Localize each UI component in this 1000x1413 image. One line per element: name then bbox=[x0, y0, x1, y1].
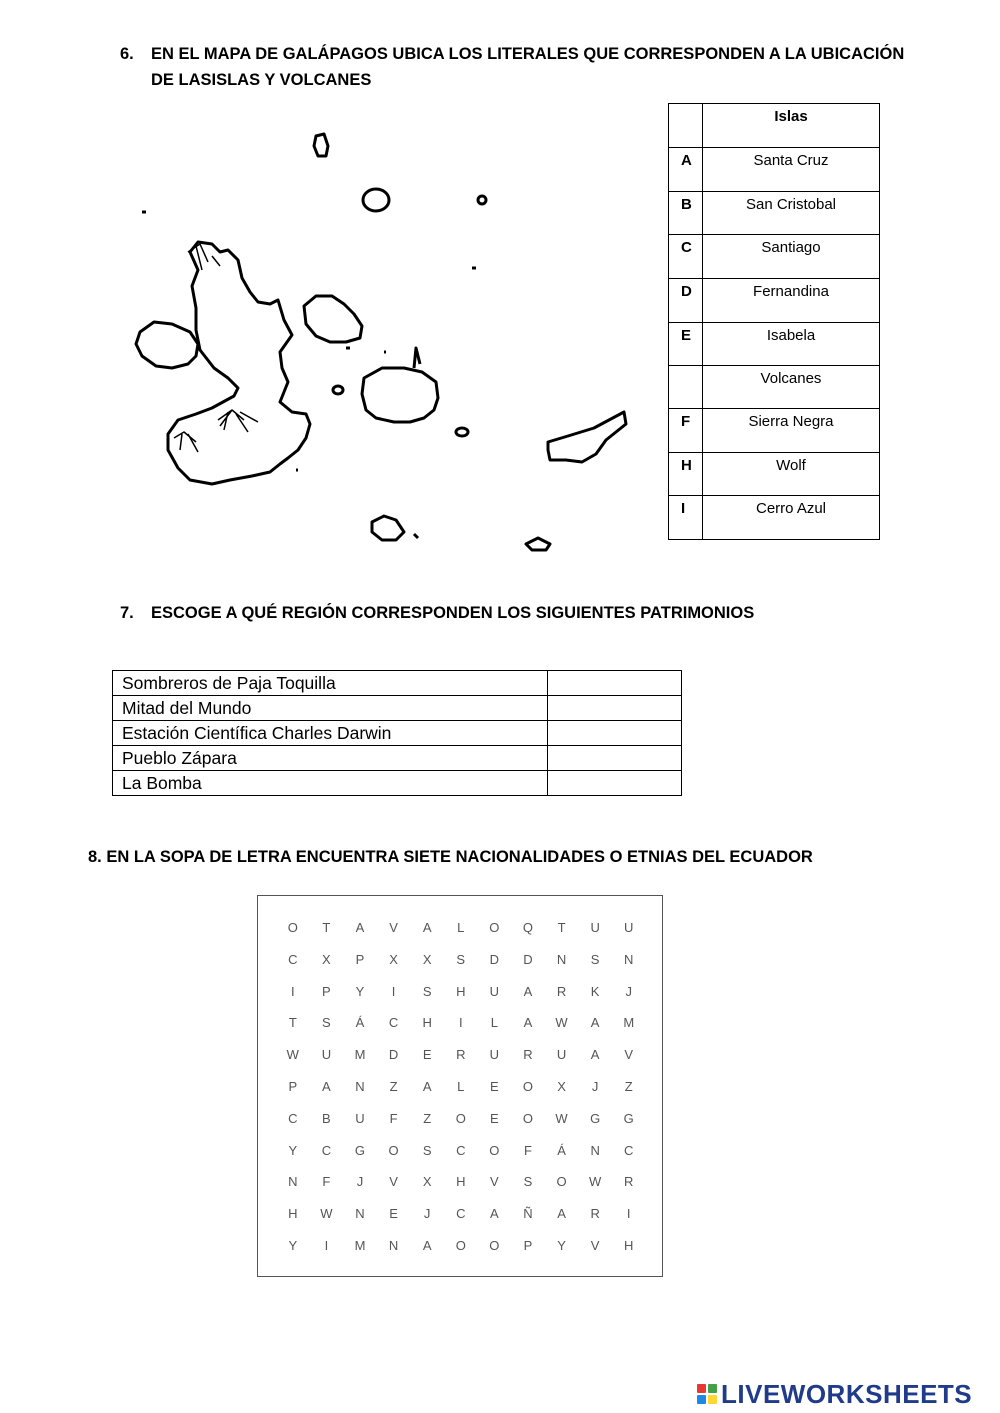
islas-row bbox=[669, 453, 880, 496]
word-search-letter[interactable]: L bbox=[490, 1015, 498, 1031]
island-name: Santiago bbox=[703, 235, 880, 279]
santa-cruz-island-shape bbox=[362, 368, 438, 422]
word-search-letter[interactable]: I bbox=[458, 1015, 463, 1031]
word-search-letter[interactable]: V bbox=[490, 1174, 499, 1190]
word-search-letter[interactable]: U bbox=[489, 1047, 500, 1063]
word-search-letter[interactable]: T bbox=[288, 1015, 297, 1031]
word-search-letter[interactable]: V bbox=[624, 1047, 634, 1063]
marchena-island-shape bbox=[478, 196, 486, 204]
san-cristobal-island-shape bbox=[548, 412, 626, 462]
region-answer-field[interactable] bbox=[548, 671, 682, 696]
island-name: Sierra Negra bbox=[703, 409, 880, 453]
word-search-letter[interactable]: U bbox=[321, 1047, 332, 1063]
word-search-letter[interactable]: F bbox=[322, 1174, 331, 1190]
logo-square bbox=[697, 1395, 706, 1404]
question-7-number: 7. bbox=[120, 604, 134, 622]
word-search-letter[interactable]: A bbox=[557, 1206, 566, 1222]
word-search-row bbox=[276, 1103, 646, 1135]
island-name: San Cristobal bbox=[703, 192, 880, 235]
liveworksheets-logo bbox=[697, 1378, 972, 1410]
word-search-letter[interactable]: X bbox=[422, 951, 432, 967]
word-search-letter[interactable]: J bbox=[591, 1078, 599, 1094]
word-search-row bbox=[276, 912, 646, 944]
question-7-text: ESCOGE A QUÉ REGIÓN CORRESPONDEN LOS SIGUIENTES PATRIMONIOS bbox=[151, 604, 755, 622]
word-search-letter[interactable]: S bbox=[523, 1174, 533, 1190]
question-6-number: 6. bbox=[120, 45, 134, 63]
island-name: Fernandina bbox=[703, 279, 880, 323]
rabida-island-shape bbox=[333, 386, 343, 394]
question-6-line1: EN EL MAPA DE GALÁPAGOS UBICA LOS LITERALES QUE CORRESPONDEN A LA UBICACIÓN bbox=[151, 45, 905, 63]
word-search-letter[interactable]: A bbox=[422, 1237, 432, 1253]
word-search-letter[interactable]: S bbox=[422, 983, 432, 999]
question-7-title bbox=[120, 600, 920, 626]
word-search-letter[interactable]: Y bbox=[557, 1237, 566, 1253]
word-search-letter[interactable]: A bbox=[490, 1206, 499, 1222]
word-search-letter[interactable]: G bbox=[354, 1142, 366, 1158]
island-name: Volcanes bbox=[703, 366, 880, 409]
word-search-letter[interactable]: D bbox=[388, 1047, 399, 1063]
islas-row bbox=[669, 192, 880, 235]
word-search-letter[interactable]: O bbox=[522, 1078, 534, 1094]
word-search-letter[interactable]: X bbox=[389, 951, 398, 967]
island-name: Santa Cruz bbox=[703, 148, 880, 192]
word-search-letter[interactable]: G bbox=[623, 1110, 634, 1126]
word-search-letter[interactable]: L bbox=[457, 1078, 465, 1094]
word-search-letter[interactable]: D bbox=[489, 951, 500, 967]
patrimonio-item: Pueblo Zápara bbox=[113, 746, 548, 771]
word-search-letter[interactable]: I bbox=[626, 1206, 631, 1222]
region-answer-field[interactable] bbox=[548, 696, 682, 721]
question-6-title bbox=[120, 41, 920, 93]
logo-mark-icon bbox=[697, 1384, 717, 1404]
word-search-letter[interactable]: I bbox=[290, 983, 295, 999]
word-search-letter[interactable]: Á bbox=[557, 1142, 566, 1158]
word-search-letter[interactable]: C bbox=[288, 951, 298, 967]
word-search-letter[interactable]: W bbox=[286, 1047, 299, 1063]
darwin-island-shape bbox=[314, 134, 328, 156]
word-search-letter[interactable]: N bbox=[355, 1206, 365, 1222]
word-search-letter[interactable]: A bbox=[355, 920, 365, 935]
islas-row bbox=[669, 148, 880, 192]
word-search-row bbox=[276, 1166, 646, 1198]
word-search-letter[interactable]: J bbox=[356, 1174, 364, 1190]
word-search-letter[interactable]: Y bbox=[288, 1142, 298, 1158]
island-letter: A bbox=[669, 148, 703, 192]
word-search-letter[interactable]: Y bbox=[355, 983, 365, 999]
logo-text: LIVEWORKSHEETS bbox=[721, 1378, 973, 1409]
word-search-letter[interactable]: Z bbox=[389, 1078, 398, 1094]
word-search-letter[interactable]: Y bbox=[288, 1237, 298, 1253]
islas-row bbox=[669, 496, 880, 540]
island-letter bbox=[669, 366, 703, 409]
island-letter: D bbox=[669, 279, 703, 323]
word-search-letter[interactable]: N bbox=[388, 1237, 399, 1253]
word-search-letter[interactable]: R bbox=[523, 1047, 533, 1063]
word-search-letter[interactable]: Q bbox=[522, 920, 534, 935]
word-search-row bbox=[276, 1007, 646, 1039]
word-search-letter[interactable]: N bbox=[624, 951, 634, 967]
word-search-letter[interactable]: B bbox=[322, 1110, 331, 1126]
word-search-letter[interactable]: W bbox=[320, 1206, 333, 1222]
word-search-letter[interactable]: M bbox=[354, 1237, 366, 1253]
question-6-line2: DE LASISLAS Y VOLCANES bbox=[151, 71, 372, 89]
word-search-letter[interactable]: U bbox=[489, 983, 500, 999]
word-search-letter[interactable]: H bbox=[288, 1206, 298, 1222]
volcano-icon bbox=[174, 244, 258, 452]
word-search-letter[interactable]: S bbox=[590, 951, 600, 967]
islas-row bbox=[669, 323, 880, 366]
island-letter: H bbox=[669, 453, 703, 496]
word-search-letter[interactable]: U bbox=[355, 1110, 365, 1126]
word-search-letter[interactable]: O bbox=[522, 1110, 534, 1126]
word-search-letter[interactable]: P bbox=[288, 1078, 298, 1094]
word-search-letter[interactable]: M bbox=[623, 1015, 635, 1031]
islas-row bbox=[669, 409, 880, 453]
island-letter: I bbox=[669, 496, 703, 540]
island-name: Isabela bbox=[703, 323, 880, 366]
word-search-letter[interactable]: R bbox=[590, 1206, 600, 1222]
floreana-island-shape bbox=[372, 516, 404, 540]
island-name: Islas bbox=[703, 104, 880, 148]
islas-row bbox=[669, 235, 880, 279]
word-search-letter[interactable]: W bbox=[555, 1110, 568, 1126]
island-letter: B bbox=[669, 192, 703, 235]
region-answer-field[interactable] bbox=[548, 746, 682, 771]
island-letter: F bbox=[669, 409, 703, 453]
word-search-letter[interactable]: N bbox=[556, 951, 567, 967]
word-search-row bbox=[276, 944, 646, 976]
word-search-letter[interactable]: I bbox=[324, 1237, 329, 1253]
word-search-letter[interactable]: F bbox=[389, 1110, 398, 1126]
word-search-letter[interactable]: N bbox=[590, 1142, 600, 1158]
patrimonio-row bbox=[113, 721, 682, 746]
word-search-row bbox=[276, 1039, 646, 1071]
word-search-letter[interactable]: Z bbox=[624, 1078, 633, 1094]
word-search-letter[interactable]: C bbox=[624, 1142, 634, 1158]
logo-square bbox=[697, 1384, 706, 1393]
word-search-letter[interactable]: J bbox=[625, 983, 632, 999]
word-search-row bbox=[276, 1071, 646, 1103]
word-search-letter[interactable]: O bbox=[556, 1174, 567, 1190]
word-search-letter[interactable]: E bbox=[422, 1047, 432, 1063]
islas-header-row bbox=[669, 104, 880, 148]
word-search-letter[interactable]: E bbox=[490, 1110, 499, 1126]
galapagos-map bbox=[120, 120, 640, 570]
word-search-letter[interactable]: N bbox=[355, 1078, 365, 1094]
word-search-letter[interactable]: E bbox=[389, 1206, 398, 1222]
word-search-letter[interactable]: R bbox=[456, 1047, 466, 1063]
word-search-letter[interactable]: H bbox=[456, 1174, 466, 1190]
island-name: Wolf bbox=[703, 453, 880, 496]
word-search-letter[interactable]: C bbox=[456, 1206, 466, 1222]
word-search-letter[interactable]: A bbox=[422, 920, 432, 935]
word-search-letter[interactable]: A bbox=[523, 983, 533, 999]
word-search-letter[interactable]: P bbox=[322, 983, 331, 999]
word-search-letter[interactable]: T bbox=[322, 920, 331, 935]
word-search-letter[interactable]: P bbox=[523, 1237, 533, 1253]
word-search-letter[interactable]: T bbox=[557, 920, 566, 935]
word-search-letter[interactable]: J bbox=[423, 1206, 431, 1222]
word-search-row bbox=[276, 1198, 646, 1230]
word-search-letter[interactable]: R bbox=[624, 1174, 634, 1190]
word-search-letter[interactable]: O bbox=[489, 1237, 500, 1253]
patrimonio-item: Estación Científica Charles Darwin bbox=[113, 721, 548, 746]
word-search-letter[interactable]: G bbox=[590, 1110, 601, 1126]
espanola-island-shape bbox=[526, 538, 550, 550]
word-search-letter[interactable]: S bbox=[422, 1142, 432, 1158]
word-search-letter[interactable]: A bbox=[322, 1078, 331, 1094]
word-search-row bbox=[276, 1135, 646, 1167]
word-search-letter[interactable]: C bbox=[456, 1142, 466, 1158]
region-answer-field[interactable] bbox=[548, 771, 682, 796]
word-search-letter[interactable]: X bbox=[322, 951, 331, 967]
word-search bbox=[257, 895, 663, 1277]
word-search-letter[interactable]: F bbox=[523, 1142, 532, 1158]
patrimonio-item: Mitad del Mundo bbox=[113, 696, 548, 721]
fernandina-island-shape bbox=[136, 322, 198, 368]
word-search-letter[interactable]: K bbox=[590, 983, 600, 999]
word-search-row bbox=[276, 976, 646, 1008]
patrimonio-item: Sombreros de Paja Toquilla bbox=[113, 671, 548, 696]
word-search-letter[interactable]: A bbox=[590, 1047, 600, 1063]
santa-fe-island-shape bbox=[456, 428, 468, 436]
word-search-letter[interactable]: A bbox=[523, 1015, 533, 1031]
word-search-grid bbox=[276, 912, 646, 1262]
word-search-letter[interactable]: W bbox=[555, 1015, 568, 1031]
island-letter: E bbox=[669, 323, 703, 366]
island-letter bbox=[669, 104, 703, 148]
islas-table bbox=[668, 103, 880, 540]
islas-row bbox=[669, 279, 880, 323]
word-search-letter[interactable]: I bbox=[391, 983, 396, 999]
island-letter: C bbox=[669, 235, 703, 279]
word-search-letter[interactable]: O bbox=[489, 920, 500, 935]
word-search-letter[interactable]: H bbox=[624, 1237, 634, 1253]
word-search-letter[interactable]: V bbox=[389, 920, 398, 935]
word-search-letter[interactable]: O bbox=[455, 1110, 466, 1126]
word-search-letter[interactable]: U bbox=[590, 920, 600, 935]
word-search-letter[interactable]: N bbox=[288, 1174, 298, 1190]
word-search-letter[interactable]: C bbox=[288, 1110, 298, 1126]
word-search-letter[interactable]: Á bbox=[355, 1015, 365, 1031]
patrimonios-table bbox=[112, 670, 682, 796]
word-search-letter[interactable]: V bbox=[590, 1237, 600, 1253]
word-search-letter[interactable]: S bbox=[322, 1015, 331, 1031]
word-search-letter[interactable]: M bbox=[354, 1047, 366, 1063]
question-8-title: 8. EN LA SOPA DE LETRA ENCUENTRA SIETE NACIONALIDADES O ETNIAS DEL ECUADOR bbox=[88, 848, 813, 866]
patrimonio-row bbox=[113, 696, 682, 721]
patrimonio-row bbox=[113, 771, 682, 796]
word-search-letter[interactable]: X bbox=[557, 1078, 566, 1094]
patrimonio-row bbox=[113, 746, 682, 771]
word-search-letter[interactable]: O bbox=[489, 1142, 500, 1158]
word-search-letter[interactable]: E bbox=[490, 1078, 499, 1094]
word-search-letter[interactable]: U bbox=[624, 920, 634, 935]
word-search-letter[interactable]: O bbox=[455, 1237, 466, 1253]
islas-row bbox=[669, 366, 880, 409]
word-search-letter[interactable]: L bbox=[457, 920, 465, 935]
word-search-letter[interactable]: R bbox=[556, 983, 567, 999]
logo-square bbox=[708, 1395, 717, 1404]
word-search-letter[interactable]: D bbox=[523, 951, 533, 967]
word-search-letter[interactable]: W bbox=[589, 1174, 602, 1190]
word-search-letter[interactable]: C bbox=[321, 1142, 332, 1158]
word-search-letter[interactable]: Z bbox=[423, 1110, 432, 1126]
word-search-letter[interactable]: V bbox=[389, 1174, 398, 1190]
word-search-letter[interactable]: C bbox=[388, 1015, 399, 1031]
word-search-letter[interactable]: A bbox=[590, 1015, 600, 1031]
word-search-letter[interactable]: O bbox=[287, 920, 298, 935]
word-search-letter[interactable]: H bbox=[422, 1015, 432, 1031]
patrimonio-row bbox=[113, 671, 682, 696]
word-search-letter[interactable]: U bbox=[556, 1047, 567, 1063]
pinta-island-shape bbox=[363, 189, 389, 211]
word-search-letter[interactable]: S bbox=[456, 951, 466, 967]
word-search-letter[interactable]: O bbox=[388, 1142, 399, 1158]
word-search-letter[interactable]: X bbox=[422, 1174, 432, 1190]
word-search-row bbox=[276, 1230, 646, 1262]
logo-square bbox=[708, 1384, 717, 1393]
word-search-letter[interactable]: A bbox=[422, 1078, 432, 1094]
region-answer-field[interactable] bbox=[548, 721, 682, 746]
island-name: Cerro Azul bbox=[703, 496, 880, 540]
word-search-letter[interactable]: H bbox=[456, 983, 466, 999]
santiago-island-shape bbox=[304, 296, 362, 342]
word-search-letter[interactable]: P bbox=[355, 951, 365, 967]
patrimonio-item: La Bomba bbox=[113, 771, 548, 796]
word-search-letter[interactable]: Ñ bbox=[523, 1206, 533, 1222]
